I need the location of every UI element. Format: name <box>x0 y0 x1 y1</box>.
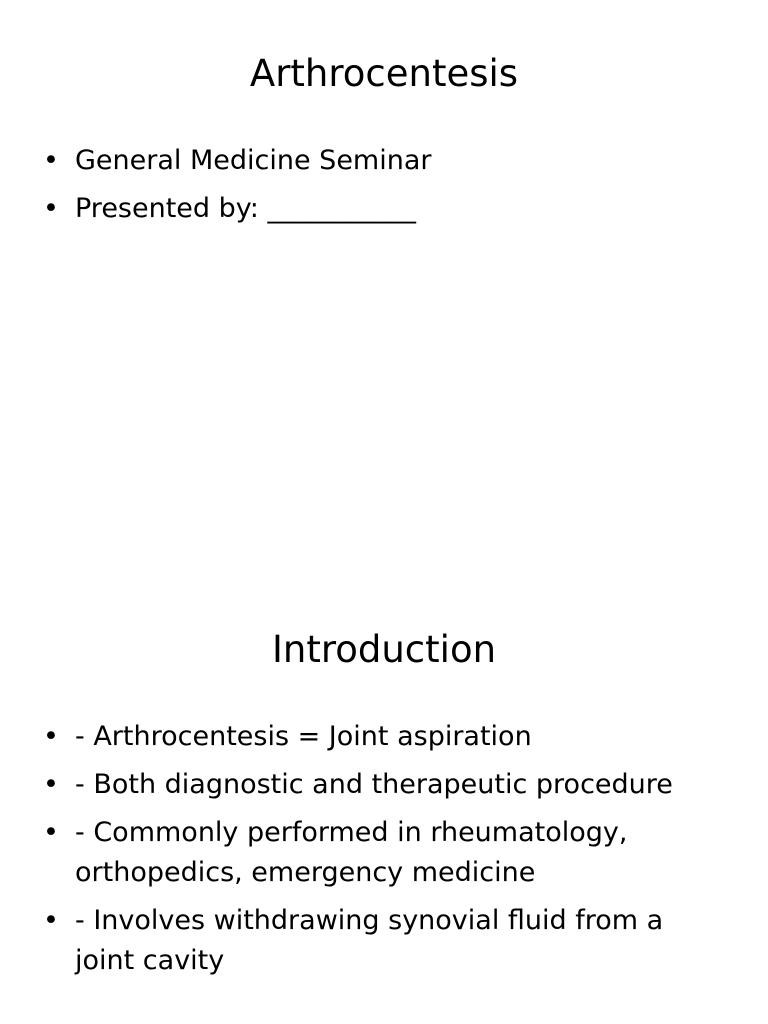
bullet-icon: • <box>43 905 59 936</box>
bullet-list <box>0 141 768 237</box>
bullet-item <box>0 813 768 893</box>
bullet-text: - Involves withdrawing synovial fluid from a joint cavity <box>75 905 664 976</box>
bullet-text: - Both diagnostic and therapeutic procedure <box>75 769 673 800</box>
bullet-text: - Commonly performed in rheumatology, orthopedics, emergency medicine <box>75 817 628 888</box>
bullet-item <box>0 765 768 805</box>
bullet-list <box>0 717 768 989</box>
slide-title: Introduction <box>271 628 497 671</box>
bullet-text: - Arthrocentesis = Joint aspiration <box>75 721 532 752</box>
bullet-icon: • <box>43 721 59 752</box>
bullet-icon: • <box>43 769 59 800</box>
bullet-icon: • <box>43 817 59 848</box>
bullet-icon: • <box>43 145 59 176</box>
slide-title: Arthrocentesis <box>249 52 519 95</box>
bullet-item <box>0 717 768 757</box>
slide-introduction <box>0 576 768 1024</box>
bullet-item <box>0 141 768 181</box>
bullet-text: Presented by: ___________ <box>75 193 416 224</box>
bullet-icon: • <box>43 193 59 224</box>
bullet-item <box>0 189 768 229</box>
bullet-text: General Medicine Seminar <box>75 145 432 176</box>
bullet-item <box>0 901 768 981</box>
